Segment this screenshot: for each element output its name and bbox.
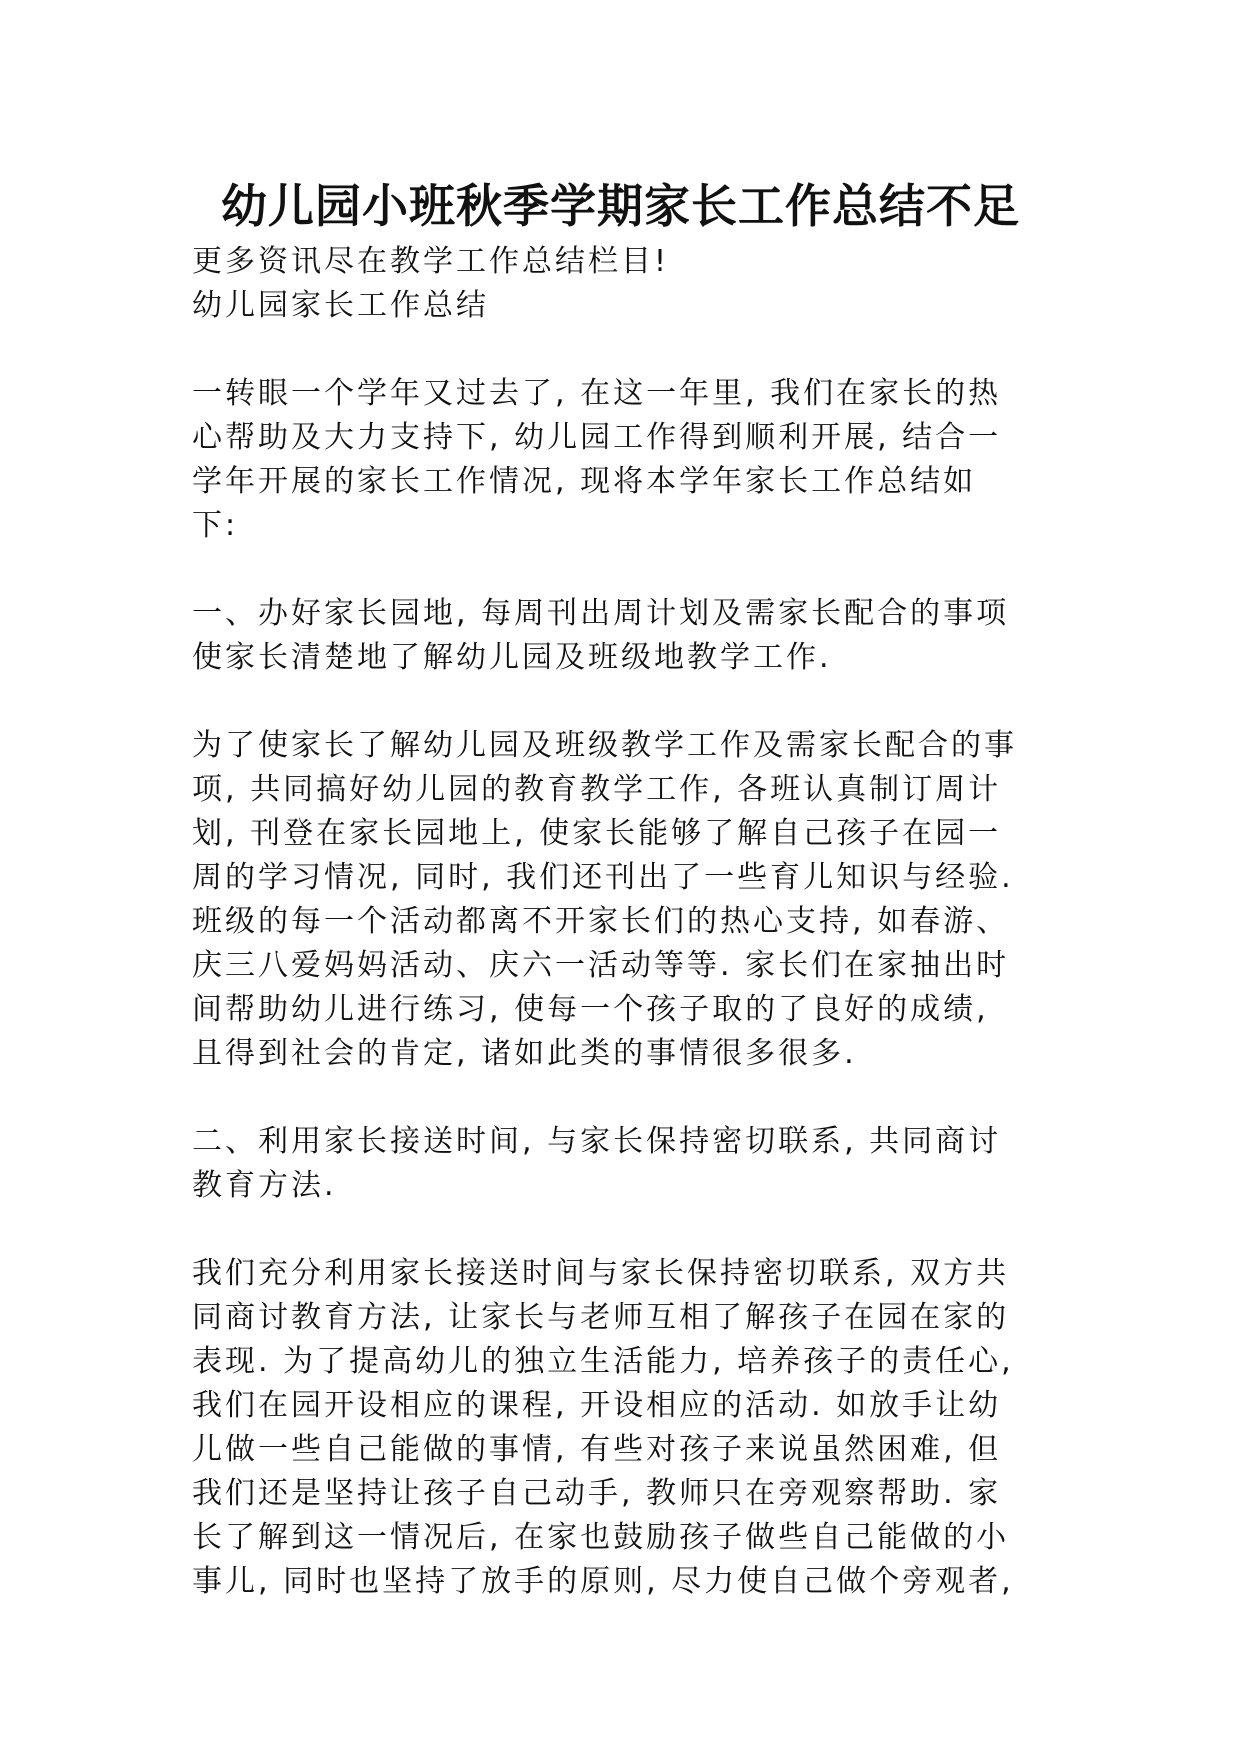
document-body <box>192 240 1062 1604</box>
paragraph-3-line: 我们还是坚持让孩子自己动手, 教师只在旁观察帮助. 家 <box>192 1476 1002 1511</box>
paragraph-gap <box>192 328 1062 372</box>
paragraph-3-line: 同商讨教育方法, 让家长与老师互相了解孩子在园在家的 <box>192 1300 1010 1335</box>
paragraph-gap <box>192 1208 1062 1252</box>
paragraph-3-line: 我们在园开设相应的课程, 开设相应的活动. 如放手让幼 <box>192 1388 1002 1423</box>
section-1-heading-line: 一、办好家长园地, 每周刊出周计划及需家长配合的事项 <box>192 596 1010 631</box>
section-2-heading-line: 教育方法. <box>192 1168 337 1203</box>
paragraph-1-line: 下: <box>192 508 239 543</box>
paragraph-gap <box>192 548 1062 592</box>
paragraph-gap <box>192 1076 1062 1120</box>
document-title: 幼儿园小班秋季学期家长工作总结不足 <box>221 179 1020 233</box>
paragraph-2-line: 庆三八爱妈妈活动、庆六一活动等等. 家长们在家抽出时 <box>192 948 1010 983</box>
section-2-heading-line: 二、利用家长接送时间, 与家长保持密切联系, 共同商讨 <box>192 1124 1002 1159</box>
paragraph-2-line: 为了使家长了解幼儿园及班级教学工作及需家长配合的事 <box>192 728 1017 763</box>
paragraph-1-line: 一转眼一个学年又过去了, 在这一年里, 我们在家长的热 <box>192 376 1002 411</box>
paragraph-2-line: 间帮助幼儿进行练习, 使每一个孩子取的了良好的成绩, <box>192 992 989 1027</box>
section-1-heading-line: 使家长清楚地了解幼儿园及班级地教学工作. <box>192 640 832 675</box>
paragraph-2-line: 且得到社会的肯定, 诸如此类的事情很多很多. <box>192 1036 857 1071</box>
paragraph-gap <box>192 680 1062 724</box>
paragraph-3-line: 儿做一些自己能做的事情, 有些对孩子来说虽然困难, 但 <box>192 1432 1002 1467</box>
paragraph-3-line: 长了解到这一情况后, 在家也鼓励孩子做些自己能做的小 <box>192 1520 1010 1555</box>
paragraph-2-line: 班级的每一个活动都离不开家长们的热心支持, 如春游、 <box>192 904 1010 939</box>
paragraph-3-line: 表现. 为了提高幼儿的独立生活能力, 培养孩子的责任心, <box>192 1344 1014 1379</box>
paragraph-2-line: 划, 刊登在家长园地上, 使家长能够了解自己孩子在园一 <box>192 816 1002 851</box>
paragraph-3-line: 事儿, 同时也坚持了放手的原则, 尽力使自己做个旁观者, <box>192 1564 1014 1599</box>
paragraph-1-line: 心帮助及大力支持下, 幼儿园工作得到顺利开展, 结合一 <box>192 420 1002 455</box>
paragraph-1-line: 学年开展的家长工作情况, 现将本学年家长工作总结如 <box>192 464 977 499</box>
paragraph-3-line: 我们充分利用家长接送时间与家长保持密切联系, 双方共 <box>192 1256 1010 1291</box>
intro-line: 更多资讯尽在教学工作总结栏目! <box>192 244 670 279</box>
paragraph-2-line: 项, 共同搞好幼儿园的教育教学工作, 各班认真制订周计 <box>192 772 1002 807</box>
intro-line: 幼儿园家长工作总结 <box>192 288 489 323</box>
paragraph-2-line: 周的学习情况, 同时, 我们还刊出了一些育儿知识与经验. <box>192 860 1014 895</box>
